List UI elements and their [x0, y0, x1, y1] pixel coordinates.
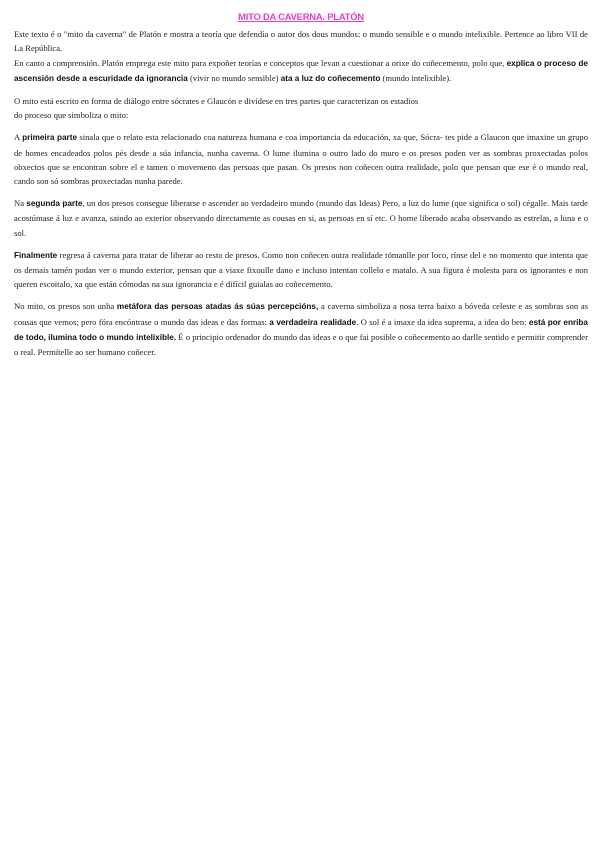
text-run: É o principio ordenador do mundo das ideas e o que fai posible o coñecemento ao darlle sentido e permitir comprender o real. Permítelle ao ser humano coñecer.	[14, 331, 588, 358]
text-run: regresa á caverna para tratar de liberar ao resto de presos. Como non coñecen outra realidade tómanlle por loco, rínse del e no momento que intenta que os demais tamén podan ver o mundo exterior, pensan que a viaxe fixoulle dano e incluso intentan collelo e matalo. A sua figura é molesta para os ignorantes e non queren escoitalo, xa que están cómodas na sua ignorancia e é difícil guialas ao coñecemento.	[14, 249, 588, 290]
structure-paragraph	[14, 94, 588, 122]
text-run: , un dos presos consegue liberarse e ascender ao verdadeiro mundo (mundo das Ideas) Pero, a luz do lume (que significa o sol) cégalle. Mais tarde acostúmase á luz e avanza, saindo ao exterior observando directamente as cousas en si, as persoas en sí etc. O home liberado acaba observando as estrelas, a luna e o sol.	[14, 198, 588, 238]
text-run: sinala que o relato esta relacionado coa natureza humana e coa importancia da educación, xa que, Sócra- tes pide a Glaucon que imaxine un grupo de homes encadeados polos pés desde a súa infancia, nunha caverna. O lume ilumina o outro lado do muro e os presos poden ver as sombras proxectadas polos obxectos que se encontran sobre el e tamen o movemeno das persoas que pasan. Os presos non coñecen outra realidade, polo que pensan que ese é o mundo real, cando son só sombras proxectadas nunha parede.	[14, 132, 588, 187]
intro-text: Este texto é o "mito da caverna" de Platón e mostra a teoría que defendía o autor dos dous mundos: o mundo sensible e o mundo intelixible. Pertence ao libro VII de La República.	[14, 29, 588, 54]
comprehension-paragraph	[14, 56, 588, 86]
text-run: En canto a comprensión. Platón emprega este mito para expoñer teorías e conceptos que levan a cuestionar a orixe do coñecemento, polo que,	[14, 57, 507, 68]
bold-phrase: está por enriba de todo, ilumina todo o mundo intelixible.	[14, 317, 588, 342]
intro-paragraph	[14, 27, 588, 55]
text-run: do proceso que simboliza o mito:	[14, 110, 129, 121]
page-title: MITO DA CAVERNA. PLATÓN	[238, 11, 364, 22]
final-part-paragraph	[14, 248, 588, 292]
text-run: No mito, os presos son unha	[14, 301, 117, 312]
bold-phrase: segunda parte	[26, 199, 83, 209]
bold-phrase: primeira parte	[22, 133, 77, 143]
bold-phrase: Finalmente	[14, 250, 58, 260]
bold-phrase: explica o proceso de ascensión desde a escuridade da ignorancia	[14, 58, 588, 83]
bold-phrase: a verdadeira realidade	[269, 317, 357, 327]
text-run: Na	[14, 198, 27, 209]
text-run: A	[14, 132, 23, 143]
text-run: a caverna simboliza a nosa terra baixo a bóveda celeste e as sombras son as cousas que vemos; pero fóra encóntrase o mundo das ideas e das formas:	[14, 301, 588, 327]
text-run: (mundo intelixible).	[380, 72, 452, 83]
text-run: O mito está escrito en forma de diálogo entre sócrates e Glaucón e divídese en tres partes que caracterizan os estadios	[14, 96, 419, 107]
document-page	[14, 10, 588, 367]
text-run: . O sol é a imaxe da idea suprema, a idea do ben:	[356, 316, 529, 327]
metaphor-paragraph	[14, 299, 588, 359]
bold-phrase: ata a luz do coñecemento	[280, 73, 381, 83]
second-part-paragraph	[14, 196, 588, 240]
first-part-paragraph	[14, 130, 588, 188]
text-run: (vivir no mundo sensible)	[187, 72, 281, 83]
bold-phrase: metáfora das persoas atadas ás súas percepcións,	[116, 302, 319, 312]
